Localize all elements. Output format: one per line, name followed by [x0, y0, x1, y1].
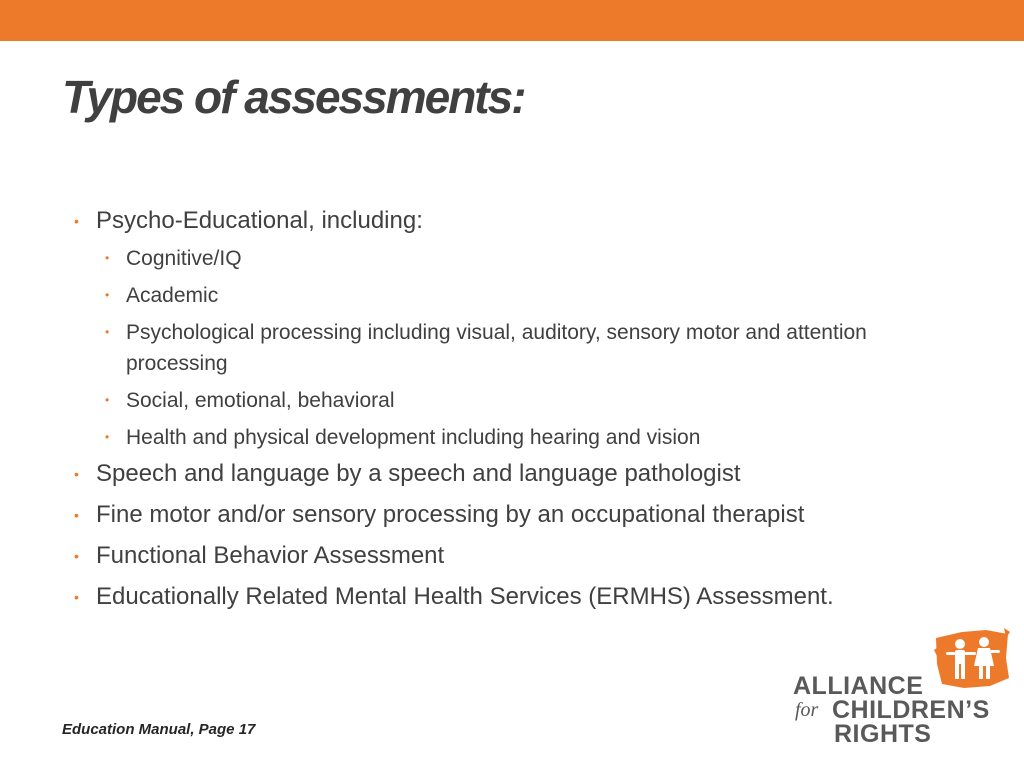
sub-list-item-text: Health and physical development including hearing and vision: [126, 426, 701, 449]
logo-text-for: for: [795, 699, 819, 721]
bullet-icon: •: [74, 213, 79, 229]
list-item-text: Fine motor and/or sensory processing by an occupational therapist: [96, 501, 805, 528]
list-item-text: Functional Behavior Assessment: [96, 542, 445, 569]
sub-list-item: [105, 280, 974, 311]
top-accent-bar: [0, 0, 1024, 41]
alliance-for-childrens-rights-logo: [790, 628, 1010, 748]
bullet-icon: •: [74, 507, 79, 523]
bullet-icon: •: [105, 288, 110, 302]
bullet-icon: •: [74, 548, 79, 564]
footer-source: Education Manual, Page 17: [62, 721, 256, 738]
sub-list-item: [105, 422, 974, 453]
bullet-icon: •: [105, 325, 110, 339]
sub-bullet-list: [74, 243, 974, 453]
children-figures-icon: [934, 628, 1010, 690]
logo-text-childrens: CHILDREN’S: [832, 696, 990, 724]
logo-text-rights: RIGHTS: [834, 720, 932, 748]
sub-list-item-text: Cognitive/IQ: [126, 247, 242, 270]
sub-list-item-text: Academic: [126, 284, 219, 307]
bullet-icon: •: [74, 589, 79, 605]
list-item-text: Educationally Related Mental Health Services (ERMHS) Assessment.: [96, 583, 834, 610]
sub-list-item: [105, 385, 974, 416]
sub-list-item: [105, 243, 974, 274]
list-item-text: Speech and language by a speech and language pathologist: [96, 460, 741, 487]
bullet-icon: •: [74, 466, 79, 482]
bullet-icon: •: [105, 430, 110, 444]
list-item: [74, 206, 974, 236]
logo-orange-splash: [934, 628, 1010, 688]
list-item: [74, 541, 974, 571]
slide-title: Types of assessments:: [62, 71, 525, 123]
sub-list-item-text: Social, emotional, behavioral: [126, 389, 395, 412]
sub-list-item: [105, 317, 974, 379]
list-item: [74, 582, 974, 612]
list-item: [74, 500, 974, 530]
list-item: [74, 459, 974, 489]
logo-text-alliance: ALLIANCE: [793, 672, 924, 700]
bullet-list: [74, 206, 974, 623]
sub-list-item-text: Psychological processing including visual, auditory, sensory motor and attention processing: [126, 321, 867, 375]
bullet-icon: •: [105, 251, 110, 265]
bullet-icon: •: [105, 393, 110, 407]
list-item-text: Psycho-Educational, including:: [96, 207, 423, 234]
